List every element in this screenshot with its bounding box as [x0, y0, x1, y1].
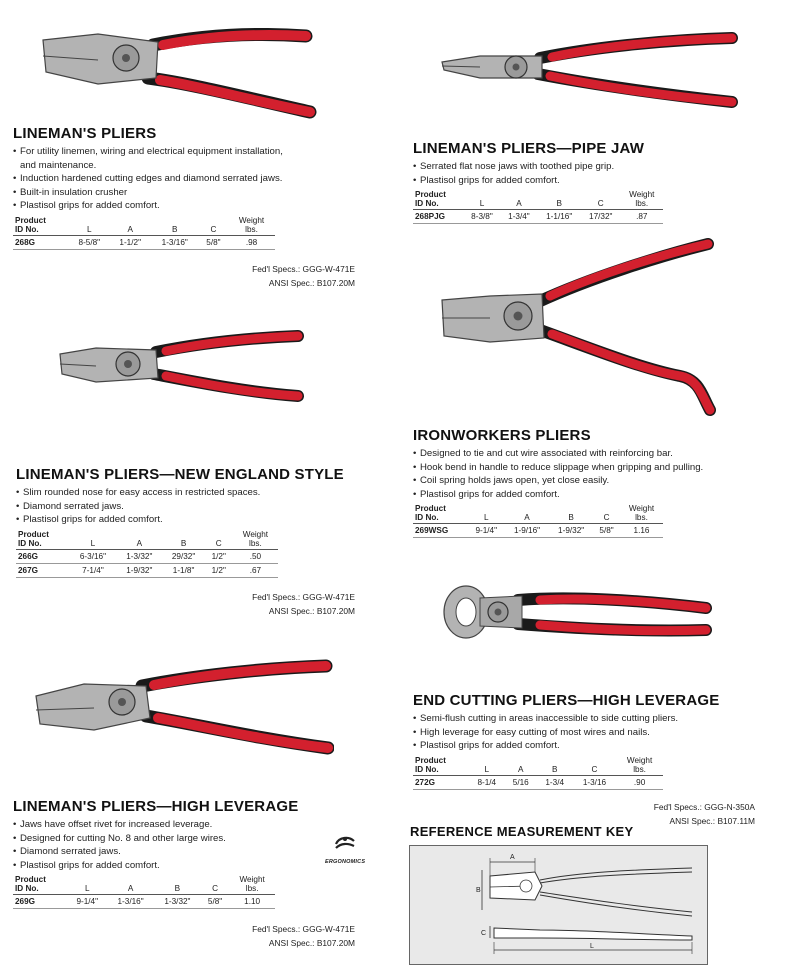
cell-c: 5/8": [593, 524, 620, 538]
product-title: LINEMAN'S PLIERS—HIGH LEVERAGE: [13, 798, 299, 815]
cell-weight: .50: [233, 549, 278, 563]
cell-a: 1-3/4": [500, 210, 537, 224]
col-l: L: [67, 875, 107, 895]
feature-item: • Built-in insulation crusher: [13, 186, 313, 200]
col-c: C: [593, 504, 620, 524]
cell-b: 1-3/32": [154, 895, 201, 909]
ergonomics-logo-icon: [334, 834, 356, 854]
feature-item: • Plastisol grips for added comfort.: [413, 488, 753, 502]
cell-a: 1-3/16": [107, 895, 154, 909]
ansi-spec: ANSI Spec.: B107.20M: [268, 606, 355, 616]
feature-item: • Plastisol grips for added comfort.: [13, 859, 313, 873]
spec-header-row: [413, 756, 663, 776]
reference-diagram: [409, 845, 708, 965]
product-high-leverage-pliers: [13, 798, 313, 909]
col-c: C: [201, 875, 229, 895]
pipe-jaw-pliers-image: [440, 32, 740, 112]
col-l: L: [468, 504, 505, 524]
table-row: [413, 524, 663, 538]
table-row: [13, 235, 275, 249]
cell-id: 268G: [13, 235, 69, 249]
feature-item: • Slim rounded nose for easy access in restricted spaces.: [16, 486, 316, 500]
feature-item: • Serrated flat nose jaws with toothed pipe grip.: [413, 160, 743, 174]
cell-b: 1-9/32": [549, 524, 593, 538]
spec-header-row: [16, 530, 278, 550]
spec-standards: [200, 922, 355, 950]
ref-label-a: A: [510, 854, 515, 861]
spec-header-row: [13, 875, 275, 895]
product-end-cutting-pliers: [413, 692, 743, 790]
feature-list: [413, 160, 743, 187]
fed-spec: Fed'l Specs.: GGG-W-471E: [252, 592, 355, 602]
col-c: C: [581, 190, 621, 210]
table-row: [16, 563, 278, 577]
product-title: LINEMAN'S PLIERS—NEW ENGLAND STYLE: [16, 466, 344, 483]
col-l: L: [463, 190, 500, 210]
cell-a: 1-3/32": [116, 549, 162, 563]
cell-id: 269G: [13, 895, 67, 909]
cell-b: 1-1/16": [537, 210, 581, 224]
spec-standards: [200, 590, 355, 618]
spec-table: [413, 190, 663, 224]
cell-l: 9-1/4": [67, 895, 107, 909]
table-row: [13, 895, 275, 909]
cell-weight: .87: [621, 210, 663, 224]
feature-item: • Plastisol grips for added comfort.: [16, 513, 316, 527]
col-l: L: [69, 216, 110, 236]
fed-spec: Fed'l Specs.: GGG-W-471E: [252, 924, 355, 934]
ansi-spec: ANSI Spec.: B107.20M: [268, 278, 355, 288]
product-new-england-pliers: [16, 466, 344, 578]
cell-a: 1-9/32": [116, 563, 162, 577]
cell-weight: 1.10: [229, 895, 275, 909]
cell-l: 8-3/8": [463, 210, 500, 224]
feature-item: • Jaws have offset rivet for increased leverage.: [13, 818, 313, 832]
product-lineman-pliers: [13, 125, 313, 250]
cell-c: 1/2": [205, 563, 233, 577]
col-a: A: [116, 530, 162, 550]
col-a: A: [500, 190, 537, 210]
fed-spec: Fed'l Specs.: GGG-N-350A: [653, 802, 755, 812]
col-weight: Weight lbs.: [228, 216, 275, 236]
col-b: B: [537, 190, 581, 210]
col-weight: Weight lbs.: [229, 875, 275, 895]
spec-header-row: [13, 216, 275, 236]
feature-item: • Coil spring holds jaws open, yet close easily.: [413, 474, 753, 488]
cell-a: 5/16: [505, 775, 537, 789]
feature-item: • High leverage for easy cutting of most wires and nails.: [413, 726, 743, 740]
feature-item: • Semi-flush cutting in areas inaccessible to side cutting pliers.: [413, 712, 743, 726]
col-product-id: Product ID No.: [413, 504, 468, 524]
col-b: B: [151, 216, 199, 236]
feature-item: • Designed for cutting No. 8 and other large wires.: [13, 832, 313, 846]
col-product-id: Product ID No.: [13, 875, 67, 895]
feature-item: • Designed to tie and cut wire associated with reinforcing bar.: [413, 447, 753, 461]
reference-title: REFERENCE MEASUREMENT KEY: [410, 824, 634, 839]
cell-c: 1/2": [205, 549, 233, 563]
high-leverage-pliers-image: [34, 656, 334, 768]
col-c: C: [199, 216, 228, 236]
cell-id: 272G: [413, 775, 469, 789]
feature-item: • Diamond serrated jaws.: [16, 500, 316, 514]
spec-table: [13, 875, 275, 909]
col-weight: Weight lbs.: [620, 504, 663, 524]
feature-item: • Plastisol grips for added comfort.: [13, 199, 313, 213]
cell-weight: 1.16: [620, 524, 663, 538]
cell-id: 268PJG: [413, 210, 463, 224]
cell-l: 8-1/4: [469, 775, 505, 789]
feature-item: • For utility linemen, wiring and electrical equipment installation, and maintenance.: [13, 145, 313, 172]
ref-label-l: L: [590, 943, 594, 950]
end-cutting-pliers-image: [440, 582, 715, 648]
col-a: A: [110, 216, 151, 236]
col-product-id: Product ID No.: [16, 530, 70, 550]
cell-c: 5/8": [201, 895, 229, 909]
col-c: C: [205, 530, 233, 550]
spec-table: [413, 504, 663, 538]
cell-id: 269WSG: [413, 524, 468, 538]
cell-c: 17/32": [581, 210, 621, 224]
feature-item: • Hook bend in handle to reduce slippage when gripping and pulling.: [413, 461, 753, 475]
col-b: B: [537, 756, 573, 776]
reference-pliers-drawing: [410, 846, 707, 964]
ref-label-c: C: [481, 930, 487, 937]
col-b: B: [549, 504, 593, 524]
feature-list: [413, 712, 743, 753]
feature-list: [13, 145, 313, 213]
cell-l: 7-1/4": [70, 563, 116, 577]
feature-item: • Diamond serrated jaws.: [13, 845, 313, 859]
product-title: LINEMAN'S PLIERS—PIPE JAW: [413, 140, 645, 157]
cell-b: 1-3/4: [537, 775, 573, 789]
ansi-spec: ANSI Spec.: B107.20M: [268, 938, 355, 948]
product-title: LINEMAN'S PLIERS: [13, 125, 157, 142]
product-pipe-jaw-pliers: [413, 140, 743, 224]
spec-table: [16, 530, 278, 578]
cell-weight: .98: [228, 235, 275, 249]
ergonomics-badge: [325, 834, 365, 865]
cell-c: 5/8": [199, 235, 228, 249]
cell-b: 29/32": [162, 549, 204, 563]
col-b: B: [154, 875, 201, 895]
cell-id: 267G: [16, 563, 70, 577]
feature-list: [16, 486, 316, 527]
cell-a: 1-9/16": [505, 524, 549, 538]
cell-c: 1-3/16: [573, 775, 616, 789]
spec-table: [413, 756, 663, 790]
col-weight: Weight lbs.: [621, 190, 663, 210]
cell-weight: .90: [616, 775, 663, 789]
col-a: A: [107, 875, 154, 895]
cell-l: 9-1/4": [468, 524, 505, 538]
ref-label-b: B: [476, 887, 481, 894]
feature-item: • Plastisol grips for added comfort.: [413, 174, 743, 188]
col-product-id: Product ID No.: [413, 756, 469, 776]
product-ironworkers-pliers: [413, 427, 753, 538]
cell-id: 266G: [16, 549, 70, 563]
product-title: END CUTTING PLIERS—HIGH LEVERAGE: [413, 692, 720, 709]
col-c: C: [573, 756, 616, 776]
spec-table: [13, 216, 275, 250]
cell-l: 6-3/16": [70, 549, 116, 563]
ansi-spec: ANSI Spec.: B107.11M: [669, 816, 755, 826]
table-row: [413, 775, 663, 789]
col-product-id: Product ID No.: [413, 190, 463, 210]
feature-item: • Induction hardened cutting edges and diamond serrated jaws.: [13, 172, 313, 186]
feature-item: • Plastisol grips for added comfort.: [413, 739, 743, 753]
table-row: [16, 549, 278, 563]
lineman-pliers-image: [38, 28, 318, 120]
col-weight: Weight lbs.: [616, 756, 663, 776]
ergonomics-label: ERGONOMICS: [325, 859, 366, 865]
spec-header-row: [413, 190, 663, 210]
col-weight: Weight lbs.: [233, 530, 278, 550]
col-product-id: Product ID No.: [13, 216, 69, 236]
spec-standards: [200, 262, 355, 290]
cell-l: 8-5/8": [69, 235, 110, 249]
col-b: B: [162, 530, 204, 550]
new-england-pliers-image: [56, 330, 306, 410]
table-row: [413, 210, 663, 224]
spec-header-row: [413, 504, 663, 524]
cell-b: 1-1/8": [162, 563, 204, 577]
cell-a: 1-1/2": [110, 235, 151, 249]
cell-weight: .67: [233, 563, 278, 577]
col-a: A: [505, 756, 537, 776]
feature-list: [13, 818, 313, 872]
fed-spec: Fed'l Specs.: GGG-W-471E: [252, 264, 355, 274]
cell-b: 1-3/16": [151, 235, 199, 249]
col-a: A: [505, 504, 549, 524]
feature-list: [413, 447, 753, 501]
col-l: L: [70, 530, 116, 550]
ironworkers-pliers-image: [440, 238, 720, 418]
col-l: L: [469, 756, 505, 776]
product-title: IRONWORKERS PLIERS: [413, 427, 591, 444]
